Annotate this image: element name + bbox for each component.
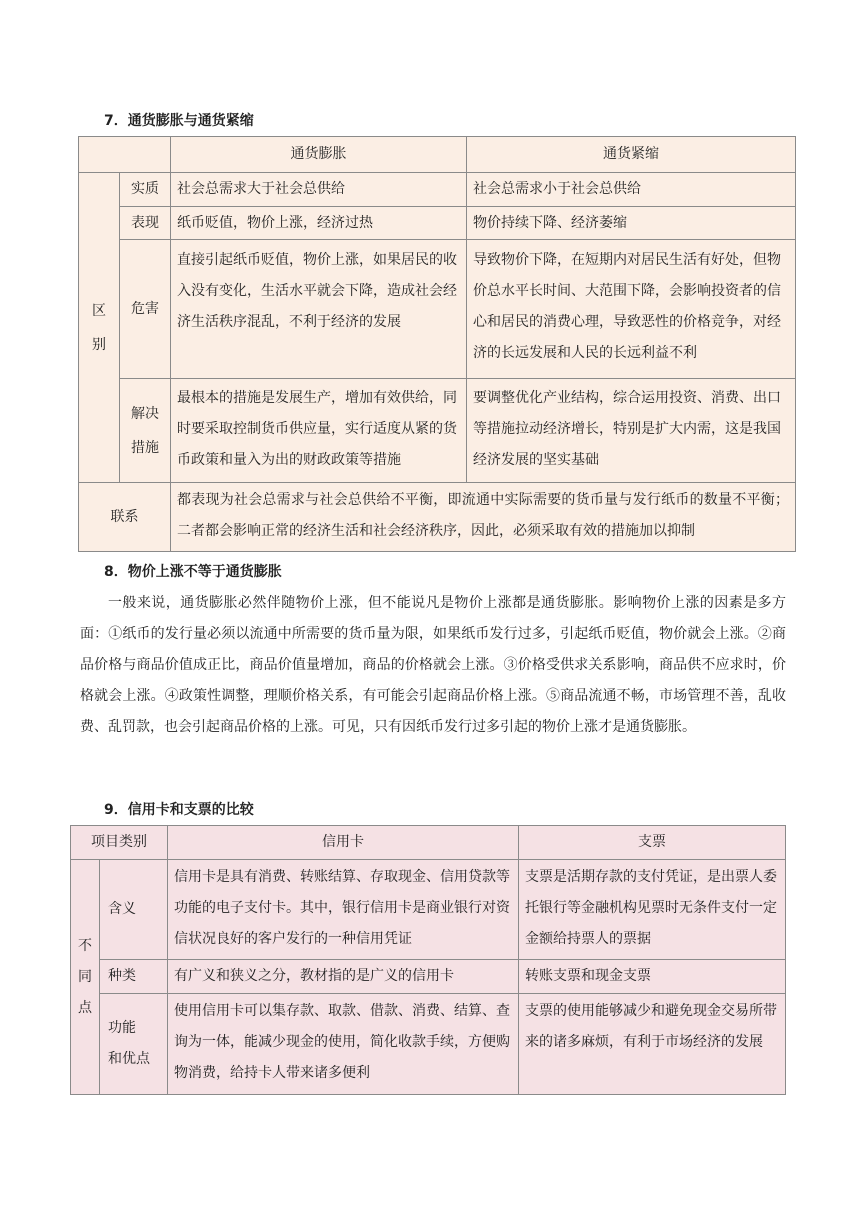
cell-credit-card: 信用卡是具有消费、转账结算、存取现金、信用贷款等功能的电子支付卡。其中，银行信用卡是商业银行对资信状况良好的客户发行的一种信用凭证 — [168, 860, 519, 960]
cell-deflation: 社会总需求小于社会总供给 — [467, 173, 796, 207]
credit-card-check-table — [70, 825, 786, 1095]
cell-inflation: 社会总需求大于社会总供给 — [171, 173, 467, 207]
row-label: 实质 — [120, 173, 171, 207]
cell-deflation: 要调整优化产业结构，综合运用投资、消费、出口等措施拉动经济增长，特别是扩大内需，这是我国经济发展的坚实基础 — [467, 379, 796, 483]
inflation-deflation-table — [78, 136, 796, 552]
row-label: 含义 — [100, 860, 168, 960]
header-credit-card: 信用卡 — [168, 826, 519, 860]
cell-credit-card: 使用信用卡可以集存款、取款、借款、消费、结算、查询为一体，能减少现金的使用，简化收款手续，方便购物消费，给持卡人带来诸多便利 — [168, 994, 519, 1095]
section-9-title: 9．信用卡和支票的比较 — [104, 802, 254, 818]
header-category: 项目类别 — [71, 826, 168, 860]
cell-deflation: 物价持续下降、经济萎缩 — [467, 207, 796, 240]
cell-check: 转账支票和现金支票 — [519, 960, 786, 994]
group-label-differences: 不 同 点 — [71, 860, 100, 1095]
header-check: 支票 — [519, 826, 786, 860]
section-7-title: 7．通货膨胀与通货紧缩 — [104, 113, 254, 129]
row-label: 种类 — [100, 960, 168, 994]
link-text: 都表现为社会总需求与社会总供给不平衡，即流通中实际需要的货币量与发行纸币的数量不平衡；二者都会影响正常的经济生活和社会经济秩序，因此，必须采取有效的措施加以抑制 — [171, 483, 796, 552]
cell-credit-card: 有广义和狭义之分，教材指的是广义的信用卡 — [168, 960, 519, 994]
section-8-title: 8．物价上涨不等于通货膨胀 — [104, 564, 282, 580]
header-deflation: 通货紧缩 — [467, 137, 796, 173]
cell-check: 支票的使用能够减少和避免现金交易所带来的诸多麻烦，有利于市场经济的发展 — [519, 994, 786, 1095]
cell-inflation: 纸币贬值，物价上涨，经济过热 — [171, 207, 467, 240]
section-8-body: 一般来说，通货膨胀必然伴随物价上涨，但不能说凡是物价上涨都是通货膨胀。影响物价上涨的因素是多方面：①纸币的发行量必须以流通中所需要的货币量为限，如果纸币发行过多，引起纸币贬值，物价就会上涨。②商品价格与商品价值成正比，商品价值量增加，商品的价格就会上涨。③价格受供求关系影响，商品供不应求时，价格就会上涨。④政策性调整，理顺价格关系，有可能会引起商品价格上涨。⑤商品流通不畅，市场管理不善，乱收费、乱罚款，也会引起商品价格的上涨。可见，只有因纸币发行过多引起的物价上涨才是通货膨胀。 — [80, 595, 786, 735]
link-label: 联系 — [79, 483, 171, 552]
header-inflation: 通货膨胀 — [171, 137, 467, 173]
cell-deflation: 导致物价下降，在短期内对居民生活有好处，但物价总水平长时间、大范围下降，会影响投资者的信心和居民的消费心理，导致恶性的价格竞争，对经济的长远发展和人民的长远利益不利 — [467, 240, 796, 379]
cell-inflation: 直接引起纸币贬值，物价上涨，如果居民的收入没有变化，生活水平就会下降，造成社会经济生活秩序混乱，不利于经济的发展 — [171, 240, 467, 379]
row-label: 解决 措施 — [120, 379, 171, 483]
row-label: 功能 和优点 — [100, 994, 168, 1095]
header-empty-cell — [79, 137, 171, 173]
row-label: 表现 — [120, 207, 171, 240]
group-label-difference: 区 别 — [79, 173, 120, 483]
cell-inflation: 最根本的措施是发展生产，增加有效供给，同时要采取控制货币供应量，实行适度从紧的货币政策和量入为出的财政政策等措施 — [171, 379, 467, 483]
cell-check: 支票是活期存款的支付凭证，是出票人委托银行等金融机构见票时无条件支付一定金额给持票人的票据 — [519, 860, 786, 960]
row-label: 危害 — [120, 240, 171, 379]
